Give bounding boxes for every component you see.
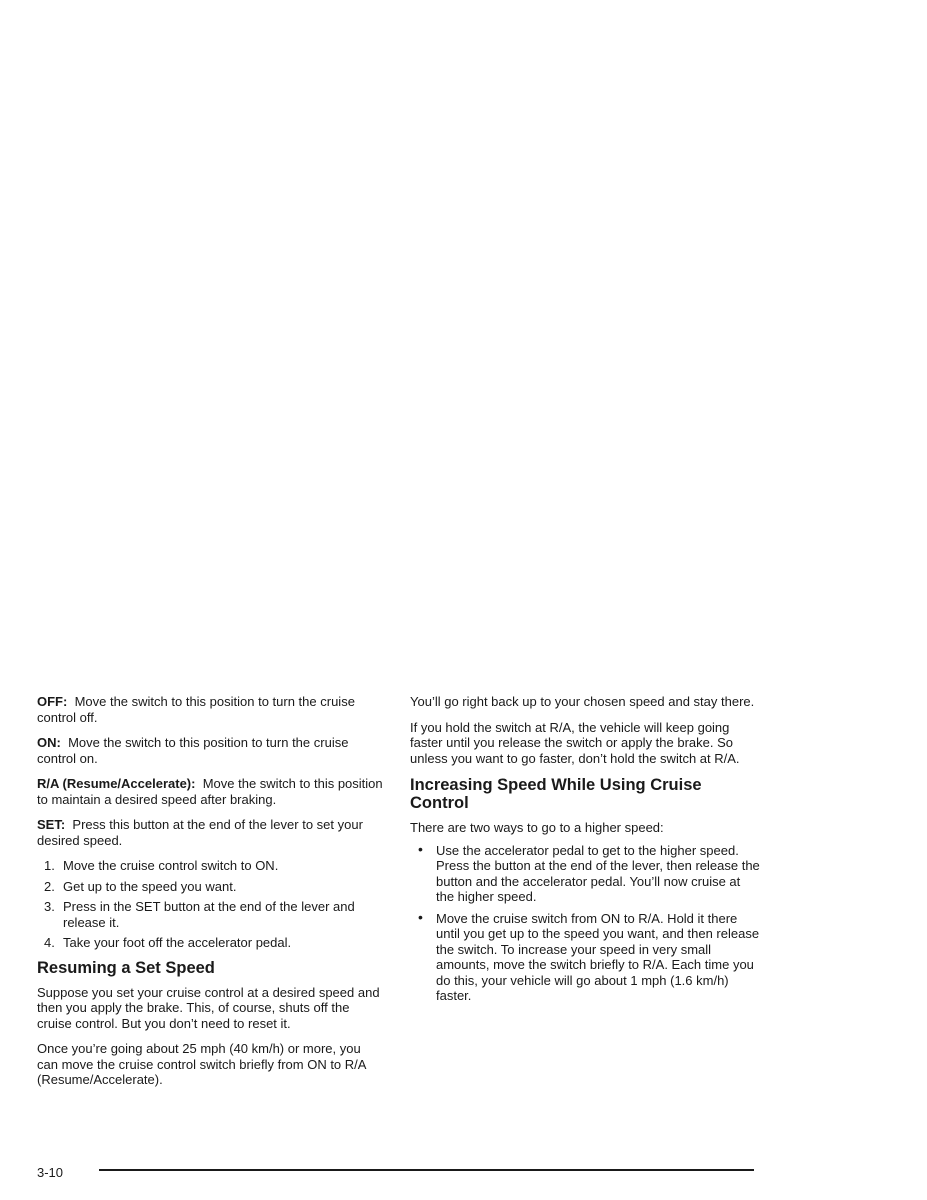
step-number: 2. bbox=[44, 878, 55, 894]
definition-off bbox=[37, 694, 385, 725]
step-text: Get up to the speed you want. bbox=[63, 878, 237, 894]
steps-list bbox=[37, 858, 385, 951]
bullet-text: Use the accelerator pedal to get to the higher speed. Press the button at the end of the lever, then release the button and the accelerator pedal. You’ll now cruise at the higher speed. bbox=[436, 842, 760, 904]
definition-term: ON: bbox=[37, 735, 61, 750]
resume-paragraph-2: If you hold the switch at R/A, the vehicle will keep going faster until you release the switch or apply the brake. So unless you want to go faster, don’t hold the switch at R/A. bbox=[410, 719, 740, 766]
bullet-icon: • bbox=[418, 908, 423, 925]
increasing-bullets bbox=[410, 840, 760, 1004]
definition-text: Move the switch to this position to maintain a desired speed after braking. bbox=[37, 776, 383, 807]
list-item bbox=[37, 935, 385, 951]
resuming-paragraph-1: Suppose you set your cruise control at a desired speed and then you apply the brake. This, of course, shuts off the cruise control. But you don’t need to reset it. bbox=[37, 984, 380, 1031]
definition-text: Move the switch to this position to turn the cruise control off. bbox=[37, 694, 355, 725]
definition-resume-accelerate bbox=[37, 776, 385, 807]
definition-term: SET: bbox=[37, 817, 66, 832]
list-item bbox=[410, 908, 760, 1004]
list-item bbox=[410, 840, 760, 905]
list-item bbox=[37, 858, 385, 874]
bullet-icon: • bbox=[418, 840, 423, 857]
step-text: Take your foot off the accelerator pedal. bbox=[63, 935, 292, 950]
definition-term: R/A (Resume/Accelerate): bbox=[37, 776, 196, 791]
increasing-intro: There are two ways to go to a higher speed: bbox=[410, 820, 664, 835]
resuming-heading: Resuming a Set Speed bbox=[37, 958, 215, 977]
resume-paragraph-1: You’ll go right back up to your chosen speed and stay there. bbox=[410, 694, 755, 709]
footer-rule bbox=[99, 1169, 754, 1171]
step-text: Press in the SET button at the end of the lever and release it. bbox=[63, 899, 355, 930]
step-number: 1. bbox=[44, 858, 55, 873]
definition-text: Move the switch to this position to turn the cruise control on. bbox=[37, 735, 349, 766]
definition-term: OFF: bbox=[37, 694, 68, 709]
list-item bbox=[37, 879, 385, 895]
bullet-text: Move the cruise switch from ON to R/A. Hold it there until you get up to the speed you want, and then release the switch. To increase your speed in very small amounts, move the switch briefly to R/A. Each time you do this, your vehicle will go about 1 mph (1.6 km/h) faster. bbox=[436, 910, 760, 1003]
resuming-paragraph-2: Once you’re going about 25 mph (40 km/h) or more, you can move the cruise control switch briefly from ON to R/A (Resume/Accelerate). bbox=[37, 1041, 366, 1087]
left-column bbox=[37, 694, 385, 1098]
step-text: Move the cruise control switch to ON. bbox=[63, 858, 279, 873]
right-column bbox=[410, 694, 760, 1010]
definition-on bbox=[37, 735, 385, 766]
increasing-heading: Increasing Speed While Using Cruise Control bbox=[410, 776, 702, 812]
step-number: 4. bbox=[44, 935, 55, 950]
step-number: 3. bbox=[44, 899, 55, 914]
list-item bbox=[37, 899, 385, 930]
definition-set bbox=[37, 817, 385, 848]
definition-text: Press this button at the end of the lever to set your desired speed. bbox=[37, 817, 363, 848]
page-number: 3-10 bbox=[37, 1165, 64, 1180]
